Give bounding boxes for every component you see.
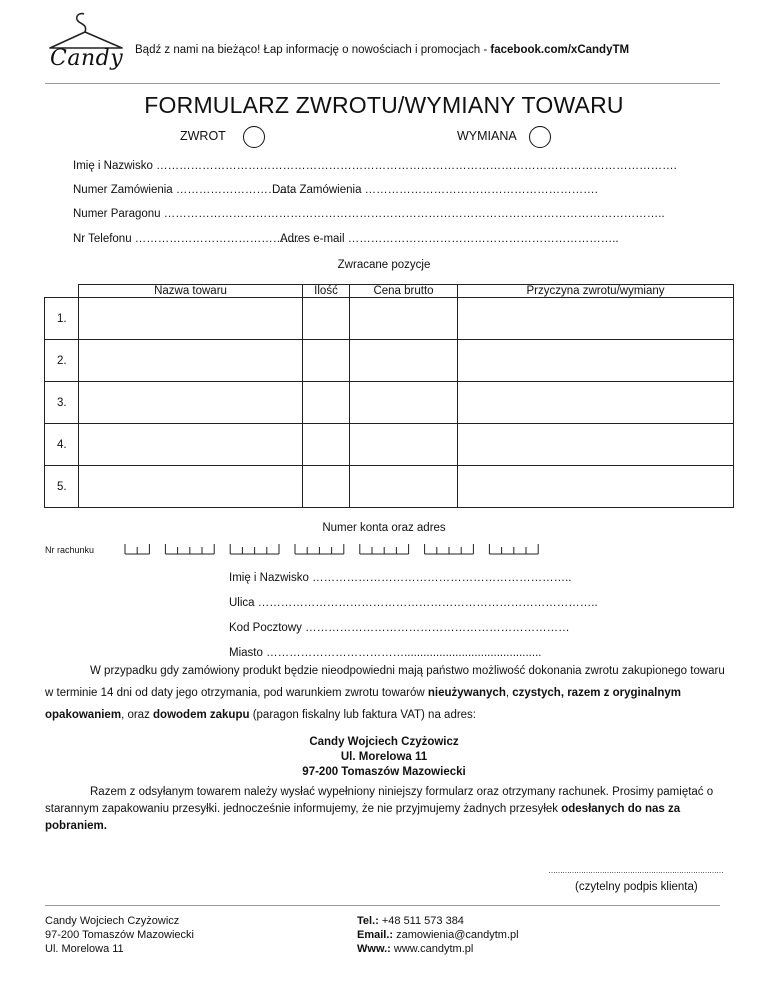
footer-website: Www.: www.candytm.pl: [357, 943, 474, 955]
price-cell[interactable]: [350, 382, 458, 424]
shipping-note-text: Razem z odsyłanym towarem należy wysłać wypełniony niniejszy formularz oraz otrzymany rachunek. Prosimy pamiętać o starannym zapakowaniu przesyłki. jednocześnie informujemy, że nie przyjmujemy żadnych przesyłek odesłanych do nas za pobraniem.: [45, 786, 714, 832]
item-name-cell[interactable]: [79, 466, 303, 508]
tagline-text: Bądź z nami na bieżąco! Łap informację o nowościach i promocjach -: [135, 44, 491, 56]
row-number: 3.: [45, 382, 79, 424]
table-row: [45, 424, 734, 466]
order-number-field[interactable]: Numer Zamówienia ……………………….…: [73, 184, 295, 196]
column-header: Ilość: [303, 285, 350, 298]
footer-email: Email.: zamowienia@candytm.pl: [357, 929, 519, 941]
table-row: [45, 340, 734, 382]
receipt-number-field[interactable]: Numer Paragonu …………………………………………………………………………………………………………………..: [73, 208, 665, 220]
item-name-cell[interactable]: [79, 424, 303, 466]
name-field[interactable]: Imię i Nazwisko ……………………………………………………………………………………………………………………….: [73, 160, 677, 172]
footer-phone: Tel.: +48 511 573 384: [357, 915, 464, 927]
quantity-cell[interactable]: [303, 424, 350, 466]
account-digit-group[interactable]: [165, 544, 214, 554]
price-cell[interactable]: [350, 340, 458, 382]
item-name-cell[interactable]: [79, 382, 303, 424]
item-name-cell[interactable]: [79, 298, 303, 340]
return-policy-text: W przypadku gdy zamówiony produkt będzie nieodpowiedni mają państwo możliwość dokonania zwrotu zakupionego towaru w terminie 14 dni od daty jego otrzymania, pod warunkiem zwrotu towarów nieużywanych, czystych, razem z oryginalnym opakowaniem, oraz dowodem zakupu (paragon fiskalny lub faktura VAT) na adres:: [45, 665, 725, 721]
row-number: 4.: [45, 424, 79, 466]
account-heading: Numer konta oraz adres: [322, 522, 446, 534]
column-header: Cena brutto: [350, 285, 458, 298]
return-checkbox[interactable]: [243, 126, 265, 148]
footer-company: Candy Wojciech Czyżowicz: [45, 915, 180, 927]
logo: [44, 10, 128, 78]
return-address-line2: Ul. Morelowa 11: [340, 751, 428, 763]
row-number: 2.: [45, 340, 79, 382]
item-name-cell[interactable]: [79, 340, 303, 382]
reason-cell[interactable]: [458, 466, 734, 508]
account-digit-group[interactable]: [489, 544, 538, 554]
quantity-cell[interactable]: [303, 466, 350, 508]
table-header-row: [45, 285, 734, 298]
account-digit-group[interactable]: [230, 544, 279, 554]
account-number-label: Nr rachunku: [45, 545, 95, 555]
header-divider: [45, 83, 720, 84]
order-date-field[interactable]: Data Zamówienia …………………………………………………….: [272, 184, 598, 196]
column-header: Przyczyna zwrotu/wymiany: [458, 285, 734, 298]
row-number: 1.: [45, 298, 79, 340]
address-street-field[interactable]: Ulica ……………………………………………………………………………..: [229, 597, 598, 609]
row-number-header: [45, 285, 79, 298]
exchange-checkbox[interactable]: [529, 126, 551, 148]
footer-address: [45, 914, 194, 956]
quantity-cell[interactable]: [303, 298, 350, 340]
column-header: Nazwa towaru: [79, 285, 303, 298]
account-digit-group[interactable]: [425, 544, 474, 554]
price-cell[interactable]: [350, 298, 458, 340]
footer-contact: [357, 914, 519, 956]
logo-text: Candy: [50, 46, 124, 71]
email-field[interactable]: Adres e-mail ……………………………………………………………..: [280, 233, 619, 245]
return-address-line1: Candy Wojciech Czyżowicz: [309, 736, 459, 748]
phone-field[interactable]: Nr Telefonu …………………………………….: [73, 233, 299, 245]
items-heading: Zwracane pozycje: [337, 259, 431, 271]
footer-divider: [45, 905, 720, 906]
row-number: 5.: [45, 466, 79, 508]
account-digit-group[interactable]: [125, 544, 149, 554]
return-label: ZWROT: [180, 129, 226, 143]
quantity-cell[interactable]: [303, 382, 350, 424]
return-address-line3: 97-200 Tomaszów Mazowiecki: [302, 766, 466, 778]
table-row: [45, 382, 734, 424]
reason-cell[interactable]: [458, 382, 734, 424]
reason-cell[interactable]: [458, 424, 734, 466]
address-city-field[interactable]: Miasto ………………………………...........................................: [229, 647, 542, 659]
items-table: [44, 284, 734, 508]
page-title: FORMULARZ ZWROTU/WYMIANY TOWARU: [144, 92, 624, 118]
quantity-cell[interactable]: [303, 340, 350, 382]
signature-label: (czytelny podpis klienta): [575, 881, 698, 893]
price-cell[interactable]: [350, 424, 458, 466]
table-row: [45, 298, 734, 340]
account-number-boxes[interactable]: [124, 542, 734, 558]
reason-cell[interactable]: [458, 298, 734, 340]
footer-street: Ul. Morelowa 11: [45, 943, 124, 955]
reason-cell[interactable]: [458, 340, 734, 382]
table-row: [45, 466, 734, 508]
exchange-label: WYMIANA: [457, 129, 517, 143]
address-postal-field[interactable]: Kod Pocztowy ……………………………………………………………: [229, 622, 570, 634]
footer-city: 97-200 Tomaszów Mazowiecki: [45, 929, 194, 941]
price-cell[interactable]: [350, 466, 458, 508]
signature-line[interactable]: …………………………………………………………………: [548, 866, 723, 875]
account-digit-group[interactable]: [295, 544, 344, 554]
tagline: [135, 44, 629, 56]
address-name-field[interactable]: Imię i Nazwisko …………………………………………………………..: [229, 572, 572, 584]
facebook-link[interactable]: facebook.com/xCandyTM: [490, 44, 630, 56]
account-digit-group[interactable]: [360, 544, 409, 554]
